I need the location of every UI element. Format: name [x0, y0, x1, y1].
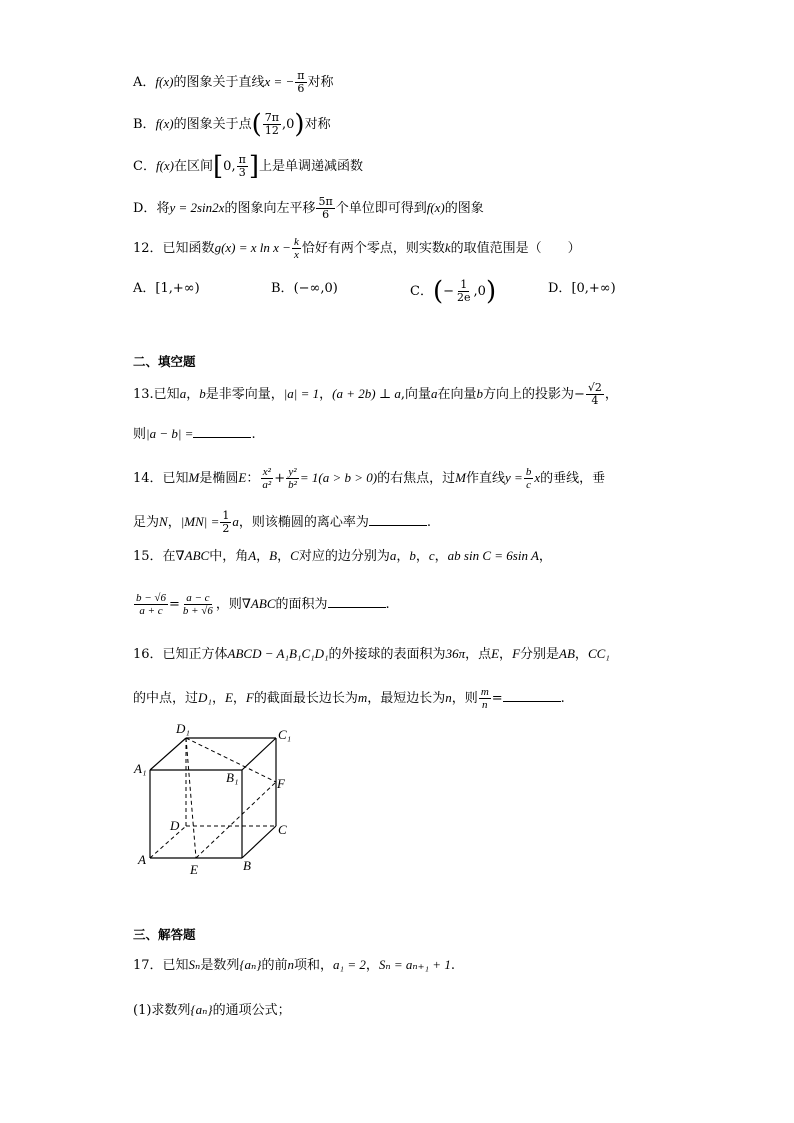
fx: f(x) [155, 74, 174, 89]
variable: Sₙ [188, 957, 201, 972]
text: ， [167, 515, 181, 530]
label-e: E [190, 862, 198, 877]
text: 17．已知 [133, 958, 189, 973]
comma: ， [499, 647, 513, 662]
variable: k [444, 240, 451, 255]
vector-b: b [476, 386, 483, 401]
comma: ， [277, 549, 291, 564]
fraction [479, 686, 491, 711]
frac-den: 4 [591, 394, 599, 407]
variable: A [248, 548, 257, 563]
text: ， [319, 387, 333, 402]
edge-bc [242, 826, 276, 858]
frac-num: π [238, 153, 246, 166]
frac-num: y² [288, 466, 297, 478]
fraction [292, 236, 301, 261]
cube-name: ABCD − A₁B₁C₁D₁ [227, 646, 329, 661]
variable: D₁ [198, 690, 212, 705]
text: ,向量 [400, 387, 431, 402]
text: ,0 [282, 117, 295, 132]
text: ，点 [465, 647, 492, 662]
label-b: B [243, 858, 251, 873]
fraction [260, 466, 273, 491]
q15-line1 [133, 546, 552, 567]
option-letter: A． [133, 281, 156, 296]
option-letter: C． [410, 284, 433, 299]
frac-den: b² [288, 479, 297, 491]
variable: E [491, 646, 500, 661]
frac-num: x² [262, 466, 271, 478]
text: 的截面最长边长为 [253, 691, 358, 706]
text: . [426, 515, 432, 530]
frac-num: 5π [318, 195, 333, 208]
text: 的图象关于直线 [173, 75, 265, 90]
section-heading-fill-in: 二、填空题 [133, 354, 196, 369]
q11-option-b [133, 109, 331, 140]
option-letter: D． [548, 281, 572, 296]
right-paren: ) [485, 276, 497, 307]
text: 是数列 [200, 958, 240, 973]
text: 对称 [307, 75, 334, 90]
equation: |MN| = [180, 514, 220, 529]
text: + [274, 471, 286, 486]
variable: x [534, 470, 541, 485]
label-d1: D₁ [176, 721, 190, 736]
fraction [316, 196, 334, 221]
text: ，则该椭圆的离心率为 [238, 515, 369, 530]
fraction [286, 466, 299, 491]
text: . [560, 691, 565, 706]
variable: E [238, 470, 247, 485]
equation: Sₙ = aₙ₊₁ + 1 [378, 957, 451, 972]
text: ，则 [215, 597, 242, 612]
variable: b [409, 548, 416, 563]
q16-line1 [133, 644, 610, 665]
text: 已知函数 [162, 241, 215, 256]
option-letter: D． [133, 201, 157, 216]
cube-figure [130, 718, 300, 880]
frac-num: a − c [186, 592, 210, 604]
value: 36π [445, 646, 466, 661]
equation: g(x) = x ln x − [214, 240, 291, 255]
text: 个单位即可得到 [335, 201, 427, 216]
option-letter: A． [133, 75, 156, 90]
text: ， [604, 387, 618, 402]
option-value: [0,+∞) [571, 281, 616, 296]
text: (1)求数列 [133, 1003, 191, 1018]
variable: B [269, 548, 278, 563]
text: 的取值范围是（ ） [450, 241, 581, 256]
equation: a₁ = 2 [333, 957, 366, 972]
q14-line1 [133, 466, 605, 491]
text: 的前 [261, 958, 288, 973]
text: 的图象 [444, 201, 484, 216]
comma: ， [211, 691, 225, 706]
segment-d1e [186, 738, 196, 858]
triangle: ∇ABC [241, 596, 276, 611]
q12-option-d [548, 279, 616, 299]
fraction [134, 592, 168, 617]
frac-num: π [297, 69, 305, 82]
answer-blank[interactable] [503, 689, 561, 702]
label-a1: A₁ [134, 761, 147, 776]
q13-line2 [133, 424, 256, 445]
right-paren: ) [294, 109, 305, 140]
option-value: (−∞,0) [293, 281, 338, 296]
variable: F [512, 646, 521, 661]
text: 14．已知 [133, 471, 189, 486]
equation: |a − b| = [146, 426, 194, 441]
text: 15．在 [133, 549, 176, 564]
option-letter: B． [133, 117, 156, 132]
q13-line1 [133, 382, 618, 407]
label-c1: C₁ [278, 727, 292, 742]
text: 的垂线，垂 [540, 471, 606, 486]
text: − [443, 284, 455, 299]
text: 对应的边分别为 [298, 549, 390, 564]
comma: ， [396, 549, 410, 564]
segment-ef [196, 782, 276, 858]
fx: f(x) [155, 116, 174, 131]
left-paren: ( [251, 109, 262, 140]
frac-num: 7π [264, 111, 280, 124]
fraction [455, 279, 473, 304]
frac-den: 3 [238, 166, 246, 179]
equation: = 1(a > b > 0) [299, 470, 378, 485]
comma: ， [434, 549, 448, 564]
vector-b: b [199, 386, 206, 401]
fraction [524, 466, 534, 491]
text: 的外接球的表面积为 [328, 647, 446, 662]
variable: a [232, 514, 239, 529]
variable: c [428, 548, 435, 563]
frac-den: 6 [297, 82, 305, 95]
text: 的面积为 [275, 597, 328, 612]
segment: AB [559, 646, 575, 661]
frac-num: k [293, 236, 299, 248]
question-number: 12． [133, 241, 163, 256]
frac-den: 12 [264, 124, 279, 137]
comma: ， [415, 549, 429, 564]
left-paren: ( [432, 276, 444, 307]
text: 作直线 [466, 471, 506, 486]
variable: F [245, 690, 254, 705]
text: ， [186, 387, 200, 402]
equals: = [491, 691, 503, 706]
variable: m [357, 690, 368, 705]
answer-blank[interactable] [328, 595, 386, 608]
variable: M [455, 470, 466, 485]
fraction [263, 112, 281, 137]
variable: C [290, 548, 299, 563]
frac-den: a² [262, 479, 272, 491]
q17-line1 [133, 955, 455, 976]
text: 的右焦点，过 [377, 471, 456, 486]
text: . [385, 597, 390, 612]
text: 的图象关于点 [173, 117, 252, 132]
section-heading-solve: 三、解答题 [133, 927, 196, 942]
text: − [573, 387, 585, 402]
answer-blank[interactable] [369, 513, 427, 526]
text: 0, [223, 159, 236, 174]
q11-option-d [133, 196, 484, 221]
frac-den: x [293, 249, 299, 261]
comma: ， [574, 647, 588, 662]
text: 在区间 [174, 159, 214, 174]
equation: (a + 2b) ⊥ a [332, 386, 401, 401]
text: 的中点，过 [133, 691, 199, 706]
variable: M [188, 470, 200, 485]
q14-line2 [133, 510, 431, 535]
variable: N [159, 514, 168, 529]
text: 上是单调递减函数 [258, 159, 363, 174]
frac-num: 1 [222, 509, 230, 522]
frac-den: 6 [322, 208, 330, 221]
text: ,0 [473, 284, 486, 299]
comma: ， [256, 549, 270, 564]
sequence: {aₙ} [190, 1002, 213, 1017]
text: 的通项公式； [212, 1003, 291, 1018]
frac-num: 1 [460, 278, 468, 291]
label-a: A [138, 852, 146, 867]
triangle: ∇ABC [175, 548, 210, 563]
sequence: {aₙ} [239, 957, 262, 972]
label-b1: B₁ [226, 770, 239, 785]
variable: a [389, 548, 397, 563]
q11-option-c [133, 151, 363, 182]
frac-den: n [482, 699, 488, 711]
text: 方向上的投影为 [482, 387, 574, 402]
q12-stem [133, 236, 581, 261]
option-letter: B． [271, 281, 294, 296]
equation: ab sin C = 6sin A [447, 548, 539, 563]
frac-num: b − √6 [136, 592, 166, 604]
edge-b1c1 [242, 738, 276, 770]
text: ， [538, 549, 552, 564]
text: 13.已知 [133, 387, 180, 402]
equation: y = [505, 470, 523, 485]
fraction [181, 592, 215, 617]
label-c: C [278, 822, 287, 837]
text: . [251, 427, 256, 442]
text: 16．已知正方体 [133, 647, 228, 662]
text: 的图象向左平移 [224, 201, 316, 216]
text: 恰好有两个零点，则实数 [301, 241, 445, 256]
text: 是非零向量， [205, 387, 284, 402]
text: 则 [133, 427, 147, 442]
variable: n [445, 690, 452, 705]
text: ， [365, 958, 379, 973]
text: 对称 [304, 117, 331, 132]
q12-option-c [410, 276, 497, 307]
option-letter: C． [133, 159, 156, 174]
fraction [586, 382, 604, 407]
text: 将 [156, 201, 170, 216]
frac-den: 2e [457, 291, 471, 304]
fx: f(x) [155, 158, 174, 173]
q11-option-a [133, 70, 334, 95]
text: 足为 [133, 515, 160, 530]
label-d: D [170, 818, 180, 833]
frac-den: b + √6 [182, 605, 213, 617]
text: 项和， [294, 958, 334, 973]
variable: n [287, 957, 295, 972]
left-bracket: [ [213, 151, 224, 182]
fx: f(x) [426, 200, 445, 215]
variable: E [224, 690, 233, 705]
right-bracket: ] [248, 151, 259, 182]
text: ： [246, 471, 260, 486]
text: ，则 [451, 691, 478, 706]
segment: CC₁ [587, 646, 610, 661]
frac-num: √2 [587, 381, 602, 394]
text: = [168, 597, 180, 612]
text: 是椭圆 [199, 471, 239, 486]
q16-line2 [133, 686, 565, 711]
label-f: F [277, 776, 285, 791]
frac-num: b [525, 466, 532, 478]
equation: x = − [264, 74, 295, 89]
q12-option-a [133, 279, 200, 299]
vector-a: a [430, 386, 438, 401]
text: ，最短边长为 [367, 691, 446, 706]
fraction [220, 510, 231, 535]
edge-ad-hidden [150, 826, 186, 858]
frac-num: m [480, 686, 489, 698]
answer-blank[interactable] [193, 425, 251, 438]
option-value: [1,+∞) [155, 281, 200, 296]
comma: ， [232, 691, 246, 706]
fraction [295, 70, 306, 95]
equation: |a| = 1 [283, 386, 320, 401]
text: . [450, 958, 455, 973]
text: 分别是 [520, 647, 560, 662]
text: 中，角 [209, 549, 249, 564]
q12-option-b [271, 279, 338, 299]
fraction [237, 154, 248, 179]
q17-sub1 [133, 1000, 291, 1021]
frac-den: a + c [139, 605, 163, 617]
frac-den: 2 [222, 522, 230, 535]
frac-den: c [526, 479, 531, 491]
q15-line2 [133, 592, 390, 617]
equation: y = 2sin2x [169, 200, 225, 215]
vector-a: a [179, 386, 187, 401]
text: 在向量 [437, 387, 477, 402]
edge-a1d1 [150, 738, 186, 770]
